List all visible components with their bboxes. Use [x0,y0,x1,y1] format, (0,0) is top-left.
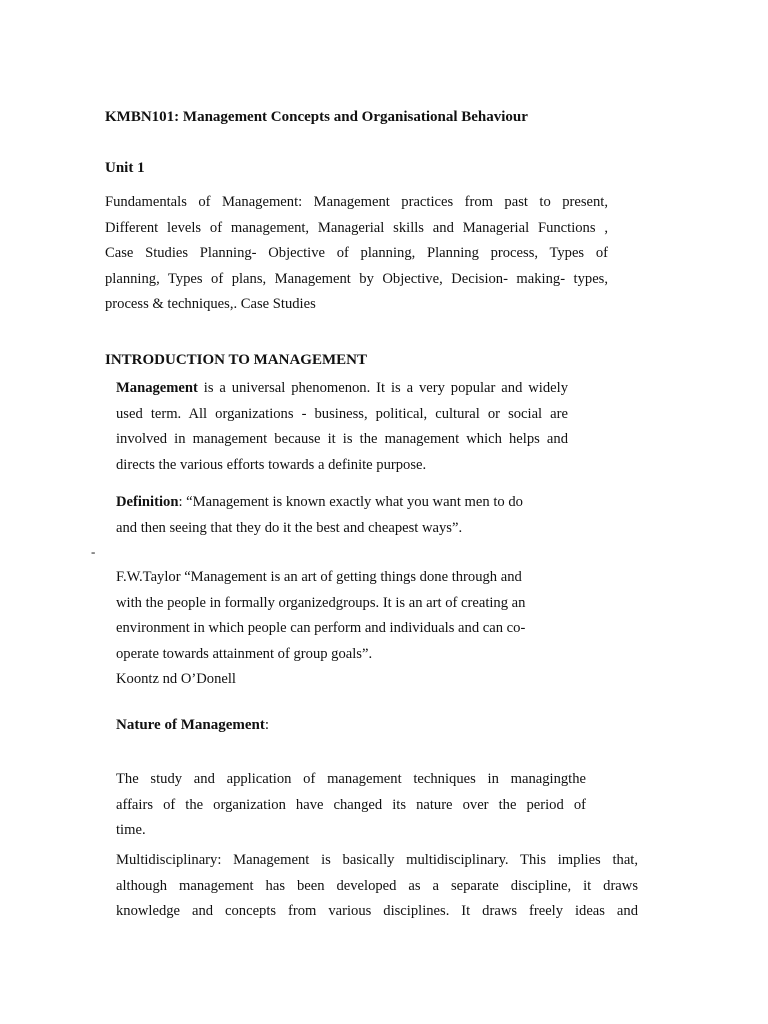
paragraph-line: involved in management because it is the management which helps and [116,431,568,448]
paragraph-line: used term. All organizations - business, political, cultural or social are [116,405,568,422]
paragraph-text: : “Management is known exactly what you want men to do [178,494,523,510]
syllabus-line: Different levels of management, Managerial skills and Managerial Functions , [105,219,608,236]
syllabus-line: Case Studies Planning- Objective of planning, Planning process, Types of [105,245,608,261]
paragraph-line: and then seeing that they do it the best and cheapest ways”. [116,519,463,536]
definition-paragraph [116,490,561,541]
paragraph-line: time. [116,822,146,839]
syllabus-line: Fundamentals of Management: Management practices from past to present, [105,194,608,210]
paragraph-line: environment in which people can perform and individuals and can co- [116,620,526,637]
intro-heading: INTRODUCTION TO MANAGEMENT [105,352,367,368]
syllabus-line: planning, Types of plans, Management by Objective, Decision- making- types, [105,270,608,287]
paragraph-line: directs the various efforts towards a definite purpose. [116,456,427,473]
paragraph-line: Multidisciplinary: Management is basically multidisciplinary. This implies that, [116,852,638,868]
nature-heading-colon: : [264,717,270,733]
syllabus-paragraph [105,190,608,318]
dash-mark: - [91,544,96,559]
multidisciplinary-paragraph [116,848,638,925]
paragraph-line: although management has been developed as a separate discipline, it draws [116,877,638,894]
paragraph-line: F.W.Taylor “Management is an art of getting things done through and [116,569,522,585]
management-term: Management [116,380,198,396]
taylor-paragraph [116,565,560,693]
study-paragraph [116,767,586,844]
management-paragraph [116,376,568,478]
paragraph-line [116,490,561,516]
paragraph-line: The study and application of management techniques in managingthe [116,771,586,787]
unit-heading: Unit 1 [105,160,145,176]
paragraph-line: operate towards attainment of group goals”. [116,645,373,662]
paragraph-line: knowledge and concepts from various disciplines. It draws freely ideas and [116,903,638,920]
paragraph-line [116,376,568,402]
paragraph-line: with the people in formally organizedgroups. It is an art of creating an [116,594,526,611]
nature-heading-text: Nature of Management [116,717,265,733]
definition-term: Definition [116,494,179,510]
paragraph-line: affairs of the organization have changed its nature over the period of [116,796,586,813]
syllabus-line: process & techniques,. Case Studies [105,296,316,312]
attribution: Koontz nd O’Donell [116,671,236,688]
paragraph-text: is a universal phenomenon. It is a very popular and widely [197,380,568,396]
document-title: KMBN101: Management Concepts and Organisational Behaviour [105,109,528,125]
nature-heading [116,717,269,734]
